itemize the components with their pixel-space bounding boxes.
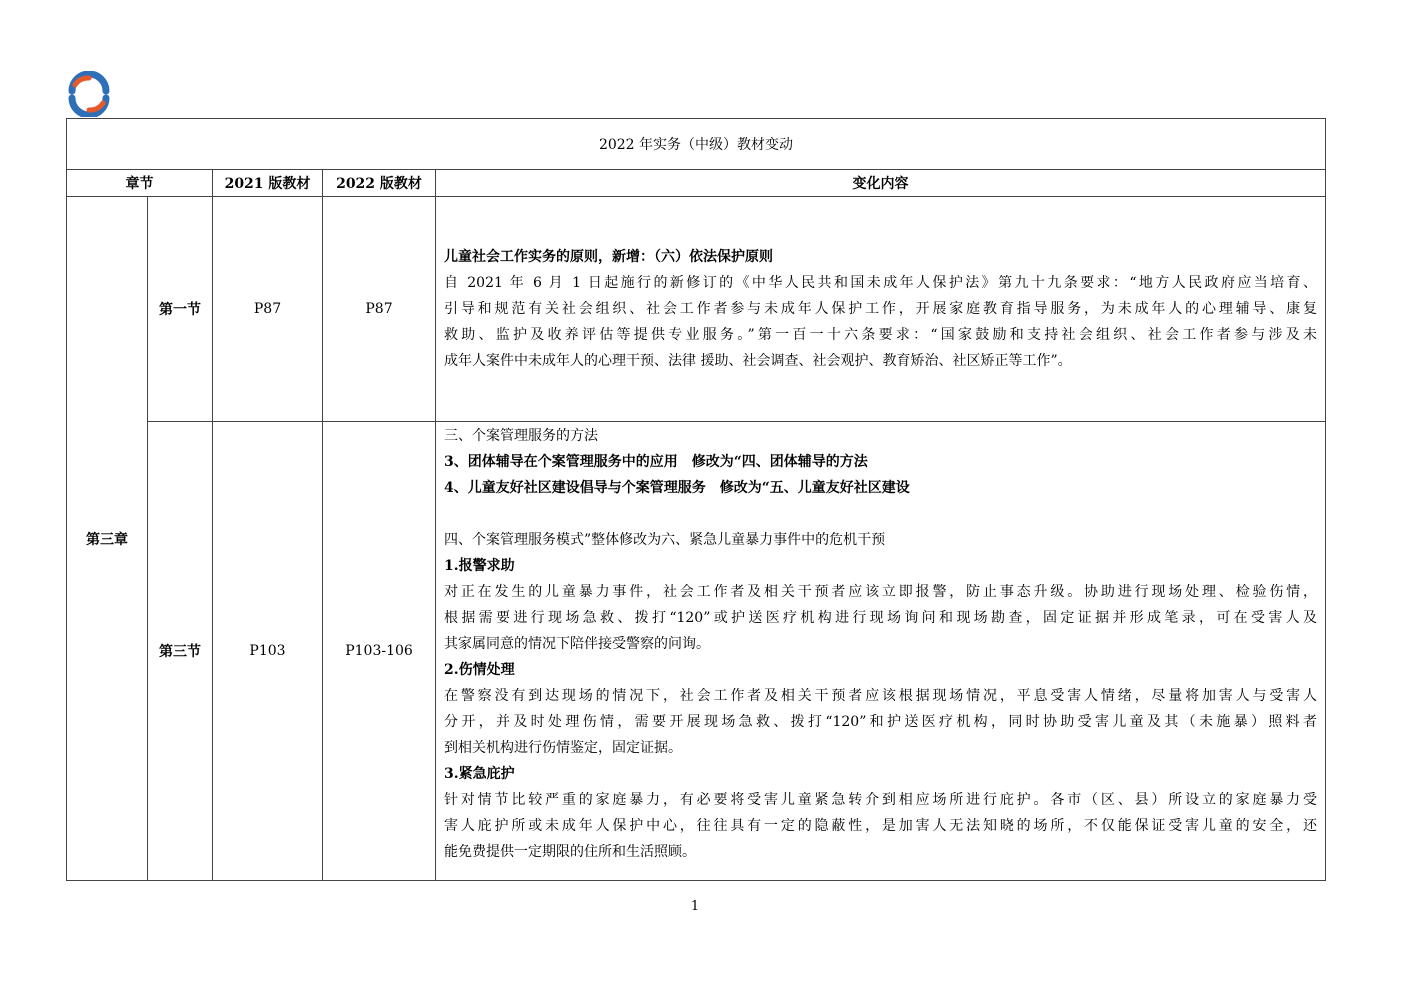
column-header-chapter: 章节 — [67, 170, 213, 197]
content-line: 针对情节比较严重的家庭暴力，有必要将受害儿童紧急转介到相应场所进行庇护。各市（区、县）所设立的家庭暴力受 — [444, 792, 1318, 808]
content-line: 在警察没有到达现场的情况下，社会工作者及相关干预者应该根据现场情况，平息受害人情绪，尽量将加害人与受害人 — [444, 688, 1318, 704]
page-2022-cell: P87 — [323, 197, 436, 422]
column-header-changes: 变化内容 — [436, 170, 1326, 197]
content-line: 救助、监护及收养评估等提供专业服务。”第一百一十六条要求：“国家鼓励和支持社会组织、社会工作者参与涉及未 — [444, 327, 1318, 343]
content-line: 自 2021 年 6 月 1 日起施行的新修订的《中华人民共和国未成年人保护法》第九十九条要求：“地方人民政府应当培育、 — [444, 275, 1318, 291]
content-line: 三、个案管理服务的方法 — [444, 428, 598, 444]
content-line: 2.伤情处理 — [444, 662, 515, 678]
content-line: 3、团体辅导在个案管理服务中的应用 修改为“四、团体辅导的方法 — [444, 454, 868, 470]
table-title: 2022 年实务（中级）教材变动 — [67, 119, 1326, 170]
content-line: 儿童社会工作实务的原则，新增：（六）依法保护原则 — [444, 249, 773, 265]
page-2022-cell: P103-106 — [323, 422, 436, 881]
circular-arrows-logo-icon — [66, 71, 112, 117]
content-line: 到相关机构进行伤情鉴定，固定证据。 — [444, 740, 682, 756]
section-cell: 第三节 — [148, 422, 213, 881]
section-cell: 第一节 — [148, 197, 213, 422]
blank-line — [444, 501, 1317, 527]
content-line: 四、个案管理服务模式”整体修改为六、紧急儿童暴力事件中的危机干预 — [444, 532, 886, 548]
content-line: 1.报警求助 — [444, 558, 515, 574]
changes-table — [66, 118, 1326, 881]
change-content — [436, 422, 1326, 881]
content-line: 成年人案件中未成年人的心理干预、法律 援助、社会调查、社会观护、教育矫治、社区矫正等工作”。 — [444, 353, 1072, 369]
table-row — [67, 197, 1326, 422]
page-2021-cell: P103 — [213, 422, 323, 881]
column-header-2021: 2021 版教材 — [213, 170, 323, 197]
content-line: 引导和规范有关社会组织、社会工作者参与未成年人保护工作，开展家庭教育指导服务，为未成年人的心理辅导、康复 — [444, 301, 1318, 317]
content-line: 分开，并及时处理伤情，需要开展现场急救、拨打“120”和护送医疗机构，同时协助受害儿童及其（未施暴）照料者 — [444, 714, 1318, 730]
column-header-2022: 2022 版教材 — [323, 170, 436, 197]
page-number: 1 — [690, 899, 700, 914]
content-line: 4、儿童友好社区建设倡导与个案管理服务 修改为“五、儿童友好社区建设 — [444, 480, 910, 496]
content-line: 其家属同意的情况下陪伴接受警察的问询。 — [444, 636, 710, 652]
content-line: 3.紧急庇护 — [444, 766, 515, 782]
chapter-cell: 第三章 — [67, 197, 148, 881]
content-line: 对正在发生的儿童暴力事件，社会工作者及相关干预者应该立即报警，防止事态升级。协助进行现场处理、检验伤情， — [444, 584, 1318, 600]
page-2021-cell: P87 — [213, 197, 323, 422]
content-line: 害人庇护所或未成年人保护中心，往往具有一定的隐蔽性，是加害人无法知晓的场所，不仅能保证受害儿童的安全，还 — [444, 818, 1318, 834]
content-line: 能免费提供一定期限的住所和生活照顾。 — [444, 844, 696, 860]
change-content — [436, 197, 1326, 422]
content-line: 根据需要进行现场急救、拨打“120”或护送医疗机构进行现场询问和现场勘查，固定证据并形成笔录，可在受害人及 — [444, 610, 1318, 626]
table-row — [67, 422, 1326, 881]
